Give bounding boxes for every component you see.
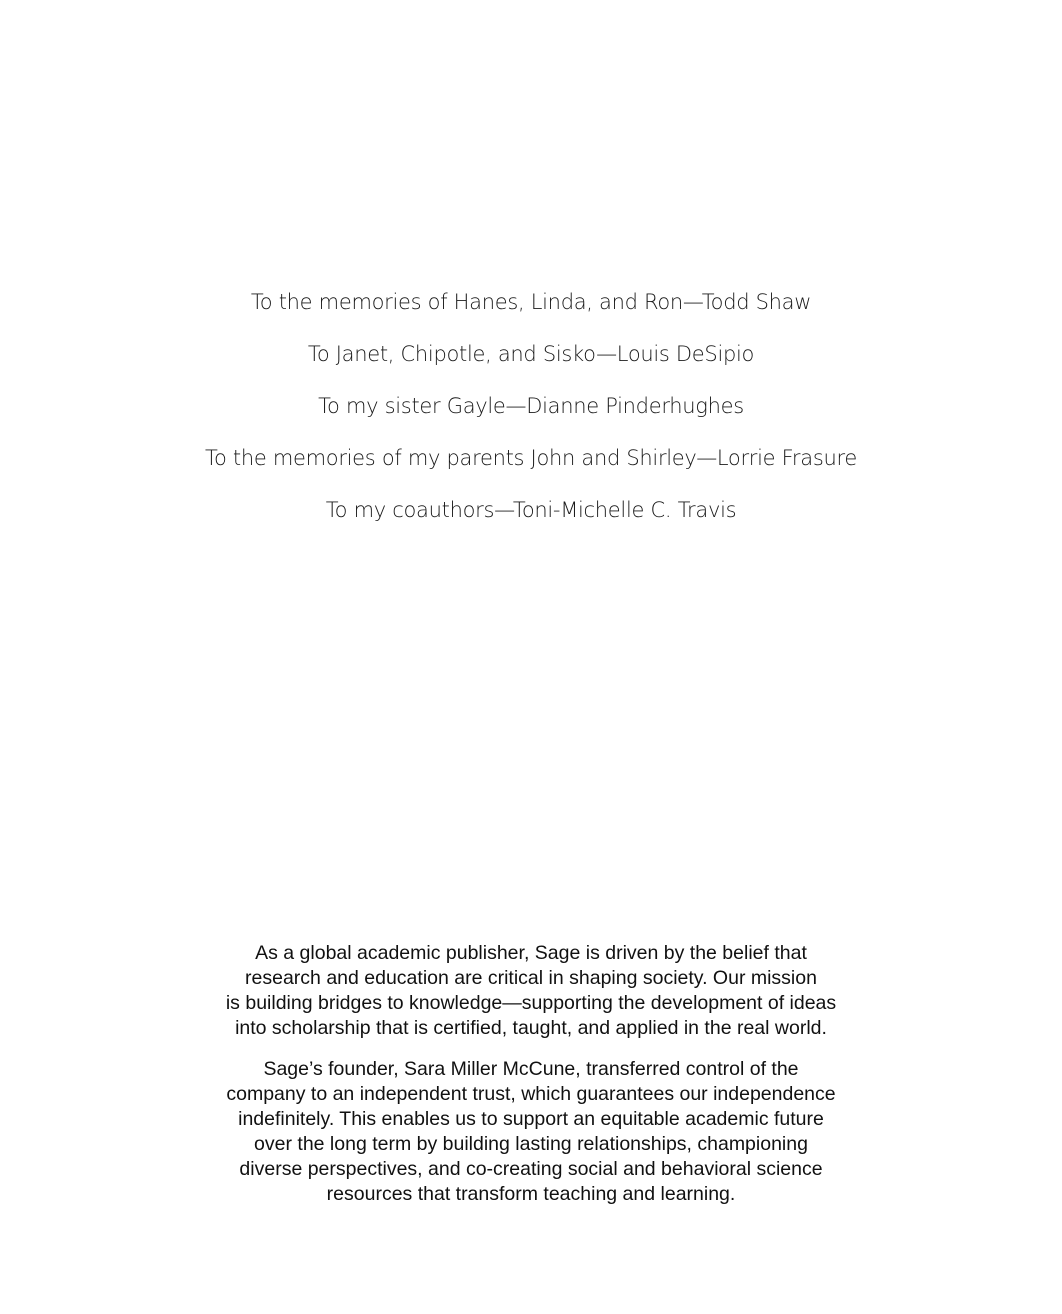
statement-line: As a global academic publisher, Sage is driven by the belief that: [255, 942, 807, 964]
statement-line: indefinitely. This enables us to support an equitable academic future: [238, 1108, 824, 1130]
dedication-line: To the memories of my parents John and Shirley—Lorrie Frasure: [205, 446, 857, 470]
statement-line: is building bridges to knowledge—supporting the development of ideas: [225, 992, 837, 1014]
publisher-mission-paragraph: [0, 941, 1062, 1041]
dedication-line: To my coauthors—Toni-Michelle C. Travis: [325, 498, 737, 522]
statement-line: research and education are critical in shaping society. Our mission: [245, 967, 817, 989]
dedication-line: To my sister Gayle—Dianne Pinderhughes: [318, 394, 744, 418]
publisher-statement: [0, 941, 1062, 1223]
statement-line: Sage’s founder, Sara Miller McCune, transferred control of the: [263, 1058, 799, 1080]
dedication-line: To the memories of Hanes, Linda, and Ron—Todd Shaw: [250, 290, 812, 314]
statement-line: company to an independent trust, which guarantees our independence: [226, 1083, 836, 1105]
dedication-block: [0, 284, 1062, 544]
dedication-line: To Janet, Chipotle, and Sisko—Louis DeSipio: [307, 342, 755, 366]
statement-line: resources that transform teaching and learning.: [326, 1183, 736, 1205]
publisher-founder-paragraph: [0, 1057, 1062, 1207]
statement-line: diverse perspectives, and co-creating social and behavioral science: [239, 1158, 823, 1180]
statement-line: over the long term by building lasting relationships, championing: [254, 1133, 808, 1155]
statement-line: into scholarship that is certified, taught, and applied in the real world.: [235, 1017, 827, 1039]
